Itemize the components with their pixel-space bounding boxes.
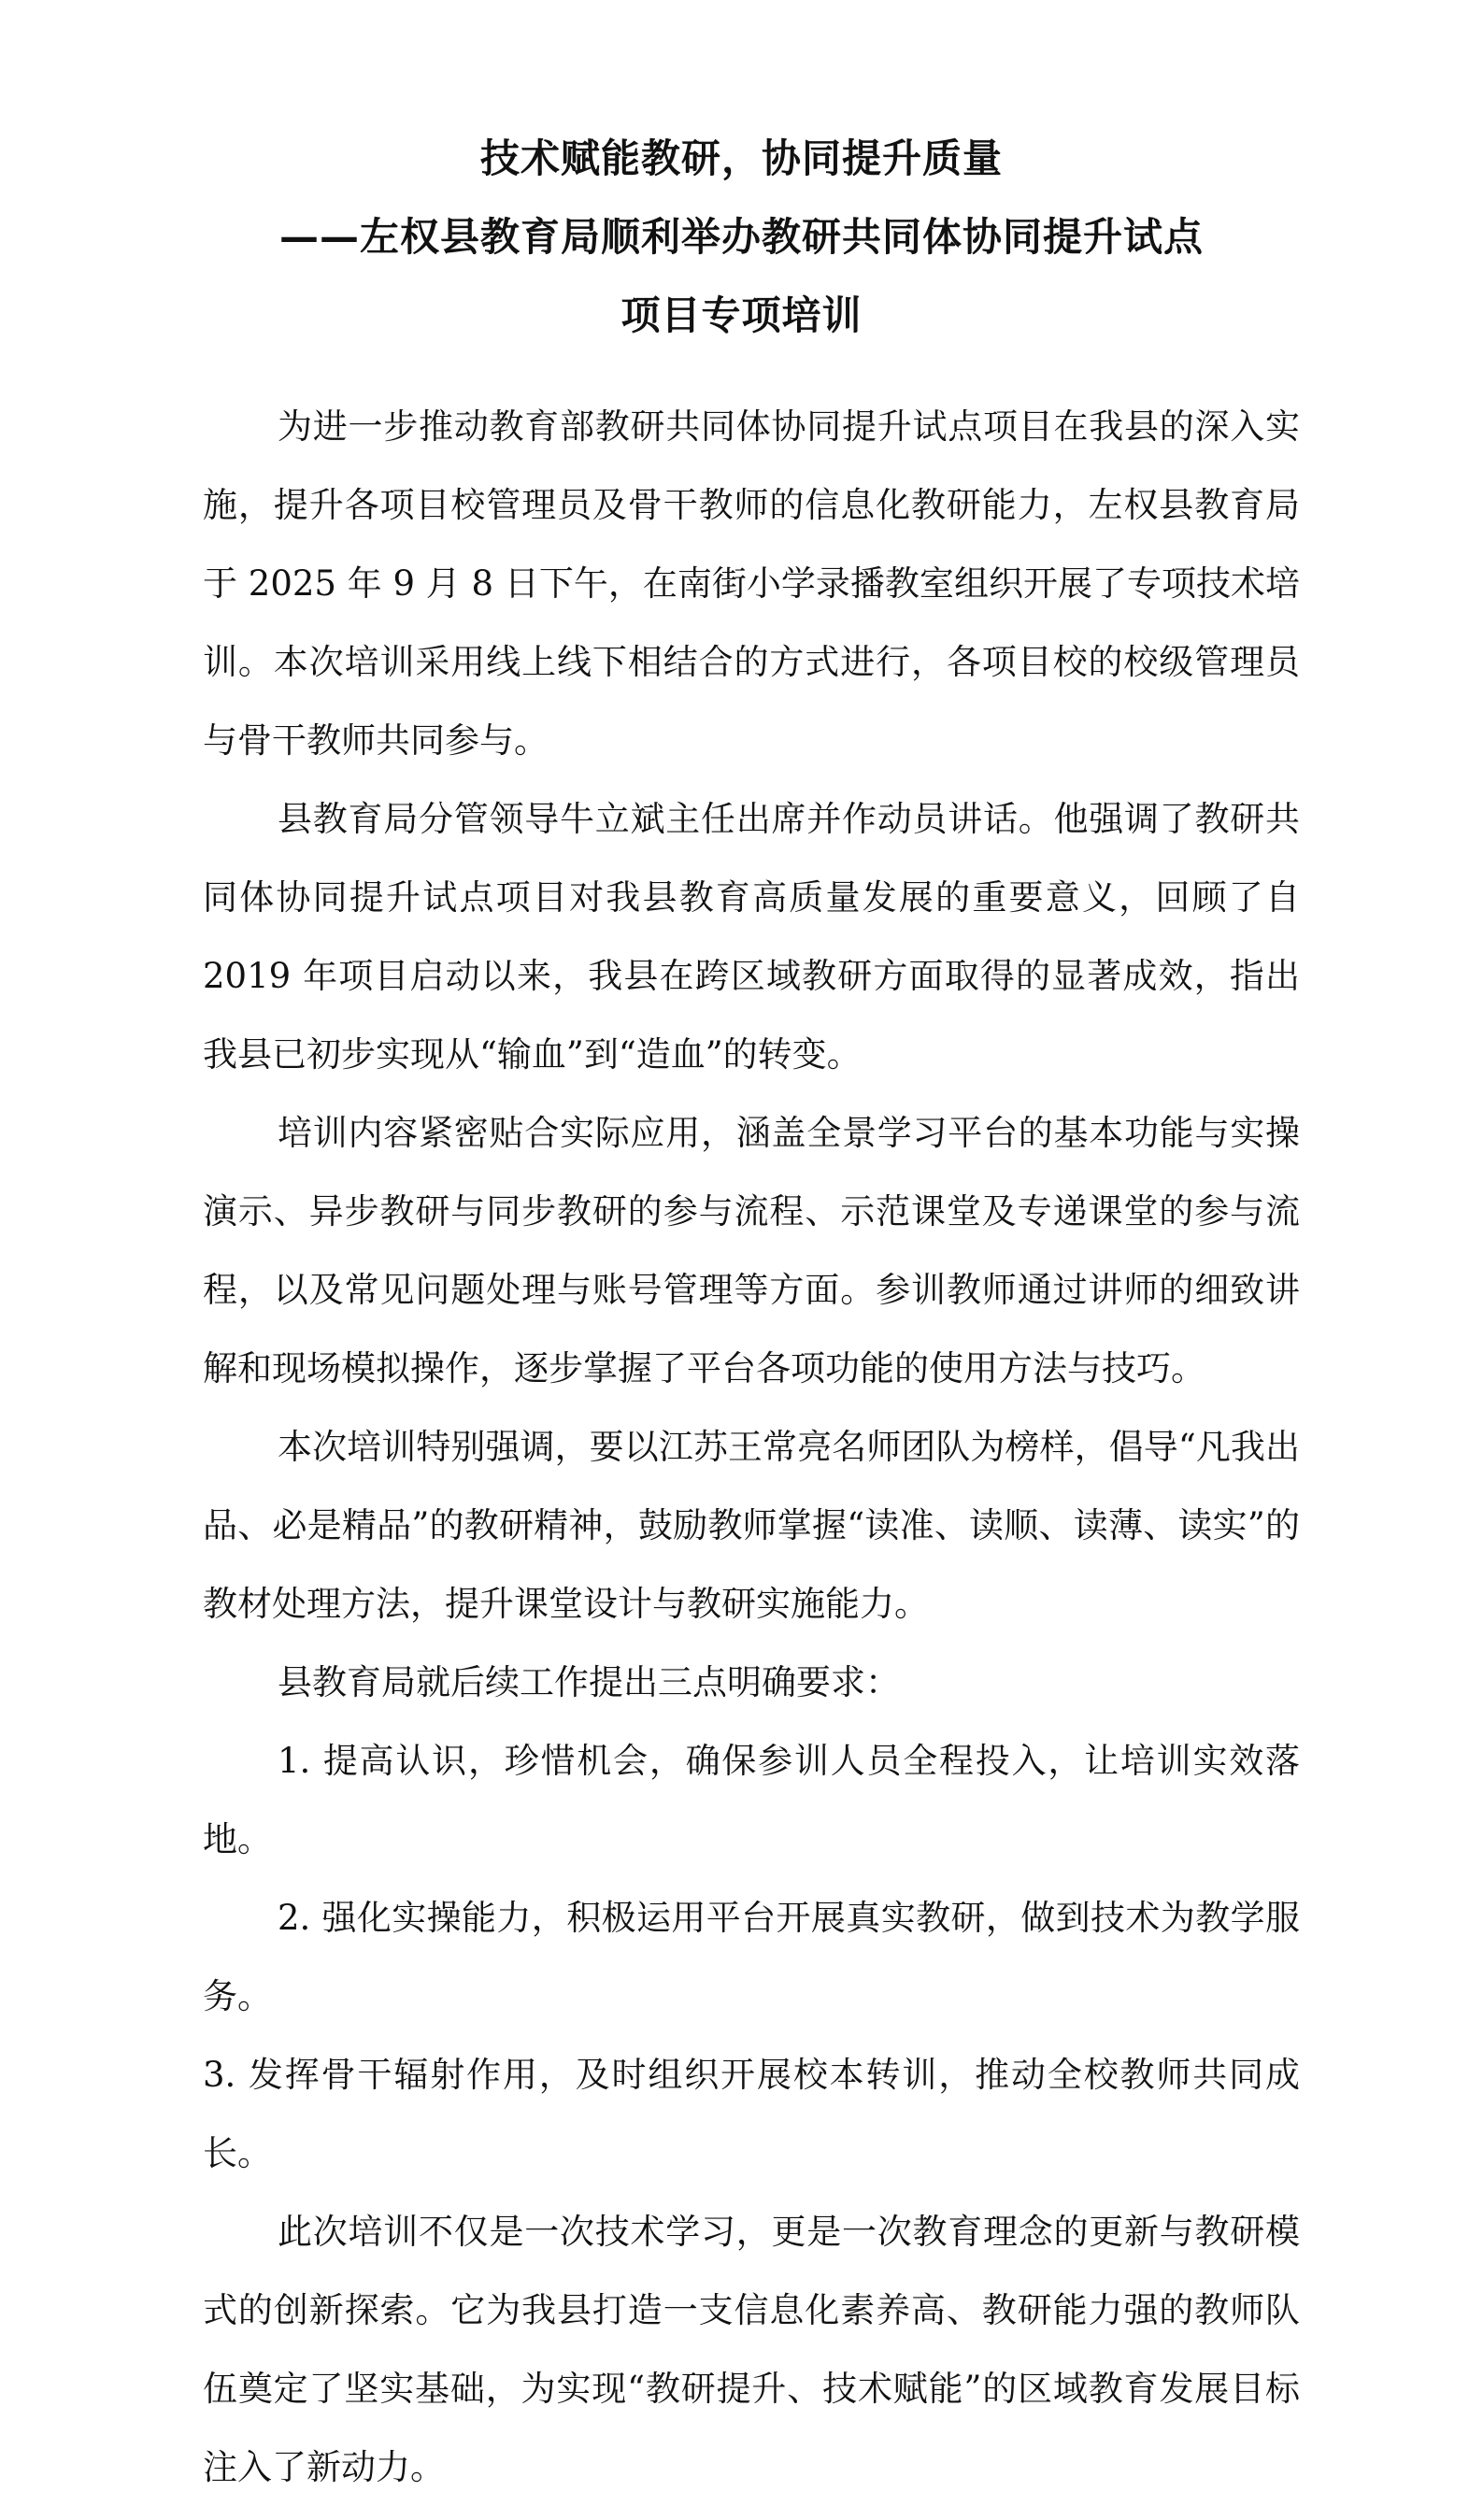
title-line-3: 项目专项培训: [620, 292, 863, 338]
requirement-item-2: 2. 强化实操能力，积极运用平台开展真实教研，做到技术为教学服务。: [203, 1898, 1300, 2016]
requirement-item-1: 1. 提高认识，珍惜机会，确保参训人员全程投入，让培训实效落地。: [203, 1741, 1300, 1859]
article-title: [0, 120, 1483, 355]
article-body: [203, 388, 1300, 2507]
requirement-item-3: 3. 发挥骨干辐射作用，及时组织开展校本转训，推动全校教师共同成长。: [203, 2055, 1300, 2173]
paragraph-content: 培训内容紧密贴合实际应用，涵盖全景学习平台的基本功能与实操演示、异步教研与同步教研的参与流程、示范课堂及专递课堂的参与流程，以及常见问题处理与账号管理等方面。参训教师通过讲师的细致讲解和现场模拟操作，逐步掌握了平台各项功能的使用方法与技巧。: [203, 1113, 1300, 1388]
title-line-2: ——左权县教育局顺利举办教研共同体协同提升试点: [278, 214, 1204, 260]
paragraph-conclusion: 此次培训不仅是一次技术学习，更是一次教育理念的更新与教研模式的创新探索。它为我县打造一支信息化素养高、教研能力强的教师队伍奠定了坚实基础，为实现“教研提升、技术赋能”的区域教育发展目标注入了新动力。: [203, 2212, 1300, 2487]
paragraph-intro: 为进一步推动教育部教研共同体协同提升试点项目在我县的深入实施，提升各项目校管理员及骨干教师的信息化教研能力，左权县教育局于 2025 年 9 月 8 日下午，在南街小学录播教室组织开展了专项技术培训。本次培训采用线上线下相结合的方式进行，各项目校的校级管理员与骨干教师共同参与。: [203, 406, 1300, 761]
paragraph-speech: 县教育局分管领导牛立斌主任出席并作动员讲话。他强调了教研共同体协同提升试点项目对我县教育高质量发展的重要意义，回顾了自 2019 年项目启动以来，我县在跨区域教研方面取得的显著成效，指出我县已初步实现从“输血”到“造血”的转变。: [203, 799, 1300, 1075]
paragraph-requirements-intro: 县教育局就后续工作提出三点明确要求：: [278, 1662, 900, 1702]
title-line-1: 技术赋能教研，协同提升质量: [479, 135, 1003, 181]
paragraph-emphasis: 本次培训特别强调，要以江苏王常亮名师团队为榜样，倡导“凡我出品、必是精品”的教研精神，鼓励教师掌握“读准、读顺、读薄、读实”的教材处理方法，提升课堂设计与教研实施能力。: [203, 1427, 1300, 1624]
